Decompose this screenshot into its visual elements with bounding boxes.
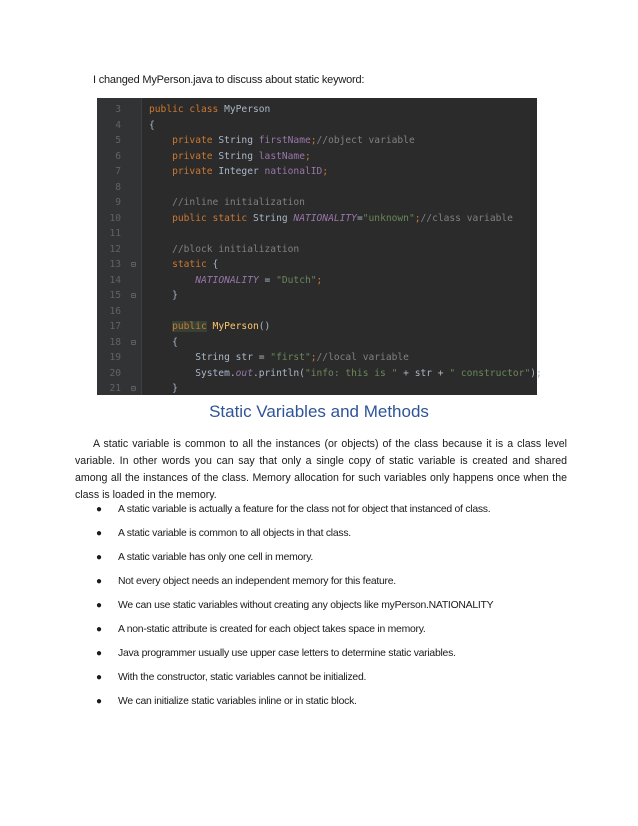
bullet-text: Not every object needs an independent memory for this feature.: [118, 576, 396, 587]
bullet-text: A static variable has only one cell in memory.: [118, 552, 314, 563]
line-number: 6: [115, 150, 121, 162]
bullet-dot-icon: ●: [96, 528, 102, 539]
line-number: 9: [115, 197, 121, 208]
code-line: [97, 273, 537, 289]
line-number: 17: [109, 321, 121, 332]
code-line: [97, 211, 537, 227]
intro-text: I changed MyPerson.java to discuss about static keyword:: [93, 74, 365, 86]
code-text: public static String NATIONALITY="unknown";//class variable: [172, 212, 513, 224]
code-line: [97, 195, 537, 211]
code-screenshot: [97, 98, 548, 395]
code-text: System.out.println("info: this is " + str + " constructor");: [149, 367, 548, 379]
code-line: [97, 149, 537, 165]
code-line: [97, 288, 537, 304]
code-text: //block initialization: [172, 243, 300, 255]
code-line: [97, 118, 537, 134]
code-line: [97, 335, 537, 351]
line-number: 16: [109, 305, 121, 317]
line-number: 13: [109, 259, 121, 270]
line-number: 19: [109, 352, 121, 363]
code-line: [97, 257, 537, 273]
line-number: 3: [115, 104, 121, 115]
code-text: }: [149, 383, 178, 394]
fold-marker-icon[interactable]: ⊟: [131, 291, 136, 300]
code-text: }: [149, 290, 178, 301]
line-number: 12: [109, 243, 121, 255]
fold-marker-icon[interactable]: ⊟: [131, 260, 136, 269]
line-number: 14: [109, 274, 121, 286]
fold-marker-icon[interactable]: ⊟: [131, 384, 136, 393]
code-line: [97, 304, 537, 320]
line-number: 20: [109, 367, 121, 379]
bullet-text: We can use static variables without creating any objects like myPerson.NATIONALITY: [118, 600, 494, 611]
code-line: [97, 133, 537, 149]
bullet-text: With the constructor, static variables cannot be initialized.: [118, 672, 367, 683]
line-number: 21: [109, 383, 121, 394]
code-line: [97, 366, 548, 382]
code-text: //inline initialization: [172, 197, 305, 208]
bullet-dot-icon: ●: [96, 672, 102, 683]
code-text: public MyPerson(): [172, 321, 271, 332]
code-line: [97, 381, 537, 397]
bullet-text: A static variable is actually a feature for the class not for object that instanced of class.: [118, 504, 491, 515]
bullet-text: Java programmer usually use upper case letters to determine static variables.: [118, 648, 456, 659]
code-text: {: [149, 119, 155, 131]
line-number: 5: [115, 135, 121, 146]
code-text: private Integer nationalID;: [172, 166, 329, 177]
fold-marker-icon[interactable]: ⊟: [131, 337, 136, 347]
line-number: 8: [115, 181, 121, 193]
code-line: [97, 226, 537, 242]
bullet-dot-icon: ●: [96, 648, 102, 659]
code-line: [97, 102, 537, 118]
code-text: public class MyPerson: [149, 104, 271, 115]
code-text: private String lastName;: [172, 150, 311, 162]
code-line: [97, 350, 537, 366]
bullet-dot-icon: ●: [96, 552, 102, 563]
bullet-dot-icon: ●: [96, 504, 102, 515]
bullet-text: A non-static attribute is created for each object takes space in memory.: [118, 624, 426, 635]
code-text: {: [149, 336, 178, 348]
code-text: NATIONALITY = "Dutch";: [195, 274, 323, 286]
code-text: private String firstName;//object variable: [172, 135, 415, 146]
line-number: 11: [109, 228, 121, 239]
line-number: 18: [109, 336, 121, 348]
code-line: [97, 242, 537, 258]
section-heading: Static Variables and Methods: [209, 402, 429, 421]
bullet-dot-icon: ●: [96, 696, 102, 707]
bullet-dot-icon: ●: [96, 576, 102, 587]
bullet-dot-icon: ●: [96, 624, 102, 635]
code-line: [97, 164, 537, 180]
bullet-text: We can initialize static variables inline or in static block.: [118, 696, 357, 707]
code-text: String str = "first";//local variable: [149, 352, 409, 363]
code-text: static {: [172, 259, 219, 270]
line-number: 15: [109, 290, 121, 301]
bullet-text: A static variable is common to all objects in that class.: [118, 528, 351, 539]
line-number: 7: [115, 166, 121, 177]
code-line: [97, 180, 537, 196]
body-paragraph: [75, 436, 567, 504]
code-line: [97, 319, 537, 335]
line-number: 4: [115, 119, 121, 131]
bullet-dot-icon: ●: [96, 600, 102, 611]
line-number: 10: [109, 212, 121, 224]
paragraph-text: A static variable is common to all the instances (or objects) of the class because it is a class level variable. In other words you can say that only a single copy of static variable is created and shared among all the instances of the class. Memory allocation for such variables only happens once when the class is loaded in the memory.: [75, 438, 567, 501]
